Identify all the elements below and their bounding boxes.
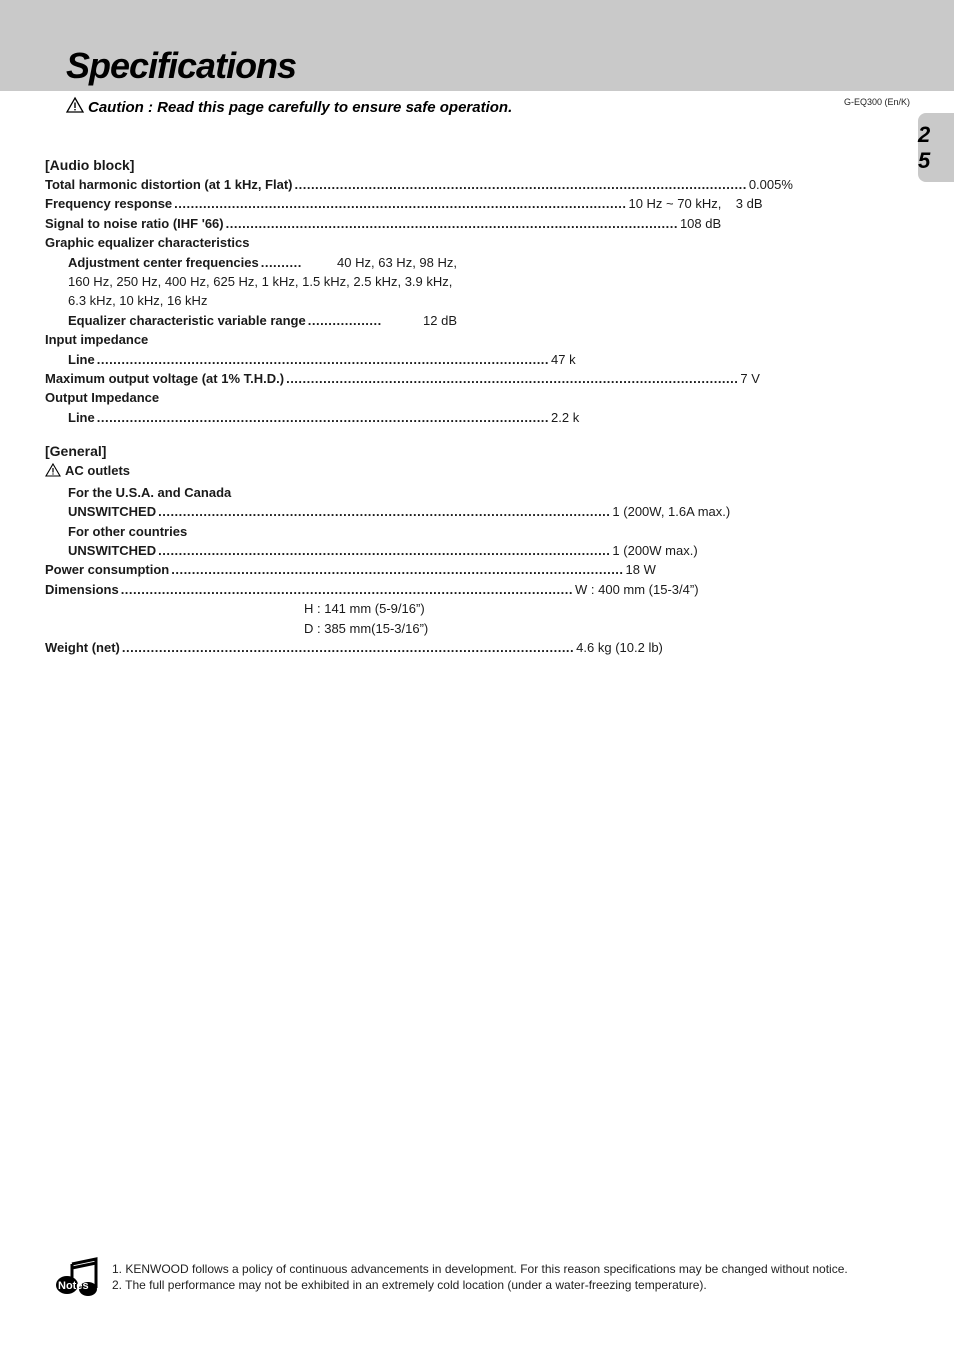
model-code: G-EQ300 (En/K) — [843, 97, 910, 107]
warning-icon — [45, 463, 61, 482]
adjustment-frequencies-continued: 160 Hz, 250 Hz, 400 Hz, 625 Hz, 1 kHz, 1.5 kHz, 2.5 kHz, 3.9 kHz, 6.3 kHz, 10 kHz, 16 kHz — [68, 274, 453, 309]
spec-label: Equalizer characteristic variable range — [68, 312, 306, 328]
general-heading: [General] — [45, 443, 107, 460]
leader-dots: .............................................................................................................. — [171, 562, 624, 578]
notes-music-icon — [56, 1258, 98, 1298]
leader-dots: .............................................................................................................. — [158, 542, 611, 558]
leader-dots: .................. — [307, 312, 382, 328]
spec-label: Line — [68, 409, 95, 425]
spec-value: 2.2 k — [551, 409, 580, 425]
audio-block-heading: [Audio block] — [45, 157, 135, 173]
other-countries-label: For other countries — [68, 523, 188, 539]
usa-canada-label: For the U.S.A. and Canada — [68, 484, 232, 500]
notes-list — [112, 1258, 848, 1298]
page-number-tab: 2 5 — [918, 113, 954, 182]
spec-row-weight — [45, 638, 663, 657]
spec-label: Dimensions — [45, 581, 119, 597]
spec-label: Line — [68, 351, 95, 367]
spec-row-eq-range — [45, 311, 457, 330]
spec-label: Frequency response — [45, 196, 173, 212]
leader-dots: .............................................................................................................. — [120, 581, 573, 597]
spec-label: Weight (net) — [45, 639, 120, 655]
spec-row-dimensions — [45, 580, 699, 599]
spec-label: UNSWITCHED — [68, 542, 157, 558]
spec-value: 108 dB — [679, 215, 722, 231]
dimension-depth: D : 385 mm(15-3/16”) — [304, 620, 429, 636]
page-title: Specifications — [66, 45, 297, 86]
notes-icon-label: Notes — [58, 1280, 89, 1292]
warning-icon — [66, 97, 84, 117]
spec-label: Adjustment center frequencies — [68, 254, 259, 270]
note-item: 2. The full performance may not be exhibited in an extremely cold location (under a water-freezing temperature). — [112, 1277, 707, 1292]
leader-dots: .............................................................................................................. — [286, 371, 739, 387]
leader-dots: .............................................................................................................. — [294, 177, 747, 192]
spec-row-usa-unswitched — [45, 502, 731, 521]
leader-dots: .............................................................................................................. — [121, 639, 575, 655]
spec-row-thd — [45, 175, 793, 194]
spec-row-max-output — [45, 369, 760, 388]
spec-value: 10 Hz ~ 70 kHz, 3 dB — [628, 196, 763, 212]
caution-text: Caution : Read this page carefully to ensure safe operation. — [88, 98, 513, 116]
spec-row-snr — [45, 214, 722, 233]
spec-row-other-unswitched — [45, 541, 698, 560]
spec-row-input-line — [45, 350, 576, 369]
spec-value: 18 W — [625, 562, 656, 578]
spec-value: W : 400 mm (15-3/4”) — [575, 581, 699, 597]
output-impedance-heading: Output Impedance — [45, 390, 160, 406]
spec-row-adjustment — [45, 253, 457, 272]
spec-label: Maximum output voltage (at 1% T.H.D.) — [45, 371, 285, 387]
spec-label: Power consumption — [45, 562, 170, 578]
spec-label: UNSWITCHED — [68, 504, 157, 520]
leader-dots: .............................................................................................................. — [96, 409, 550, 425]
leader-dots: .............................................................................................................. — [158, 504, 611, 520]
spec-value: 47 k — [551, 351, 576, 367]
spec-value: 12 dB — [423, 312, 457, 328]
spec-label: Signal to noise ratio (IHF '66) — [45, 215, 224, 231]
leader-dots: .......... — [260, 254, 302, 270]
geq-heading: Graphic equalizer characteristics — [45, 235, 250, 251]
spec-value: 1 (200W max.) — [612, 542, 698, 558]
ac-outlets-heading — [45, 461, 457, 482]
specifications-list — [45, 155, 793, 657]
leader-dots: .............................................................................................................. — [225, 215, 678, 231]
spec-row-frequency — [45, 194, 763, 213]
note-item: 1. KENWOOD follows a policy of continuous advancements in development. For this reason specifications may be changed without notice. — [112, 1262, 848, 1276]
leader-dots: .............................................................................................................. — [174, 196, 627, 212]
spec-row-power — [45, 560, 656, 579]
ac-outlets-label: AC outlets — [65, 463, 130, 479]
spec-row-output-line — [45, 408, 580, 427]
caution-notice — [66, 97, 512, 117]
leader-dots: .............................................................................................................. — [96, 351, 550, 367]
spec-label: Total harmonic distortion (at 1 kHz, Flat) — [45, 177, 293, 192]
spec-value: 1 (200W, 1.6A max.) — [612, 504, 731, 520]
dimension-height: H : 141 mm (5-9/16”) — [304, 601, 425, 617]
notes-section — [56, 1258, 916, 1298]
spec-value: 4.6 kg (10.2 lb) — [576, 639, 663, 655]
spec-value: 7 V — [740, 371, 760, 387]
spec-value: 40 Hz, 63 Hz, 98 Hz, — [337, 254, 457, 270]
input-impedance-heading: Input impedance — [45, 332, 149, 348]
spec-value: 0.005% — [748, 177, 793, 192]
